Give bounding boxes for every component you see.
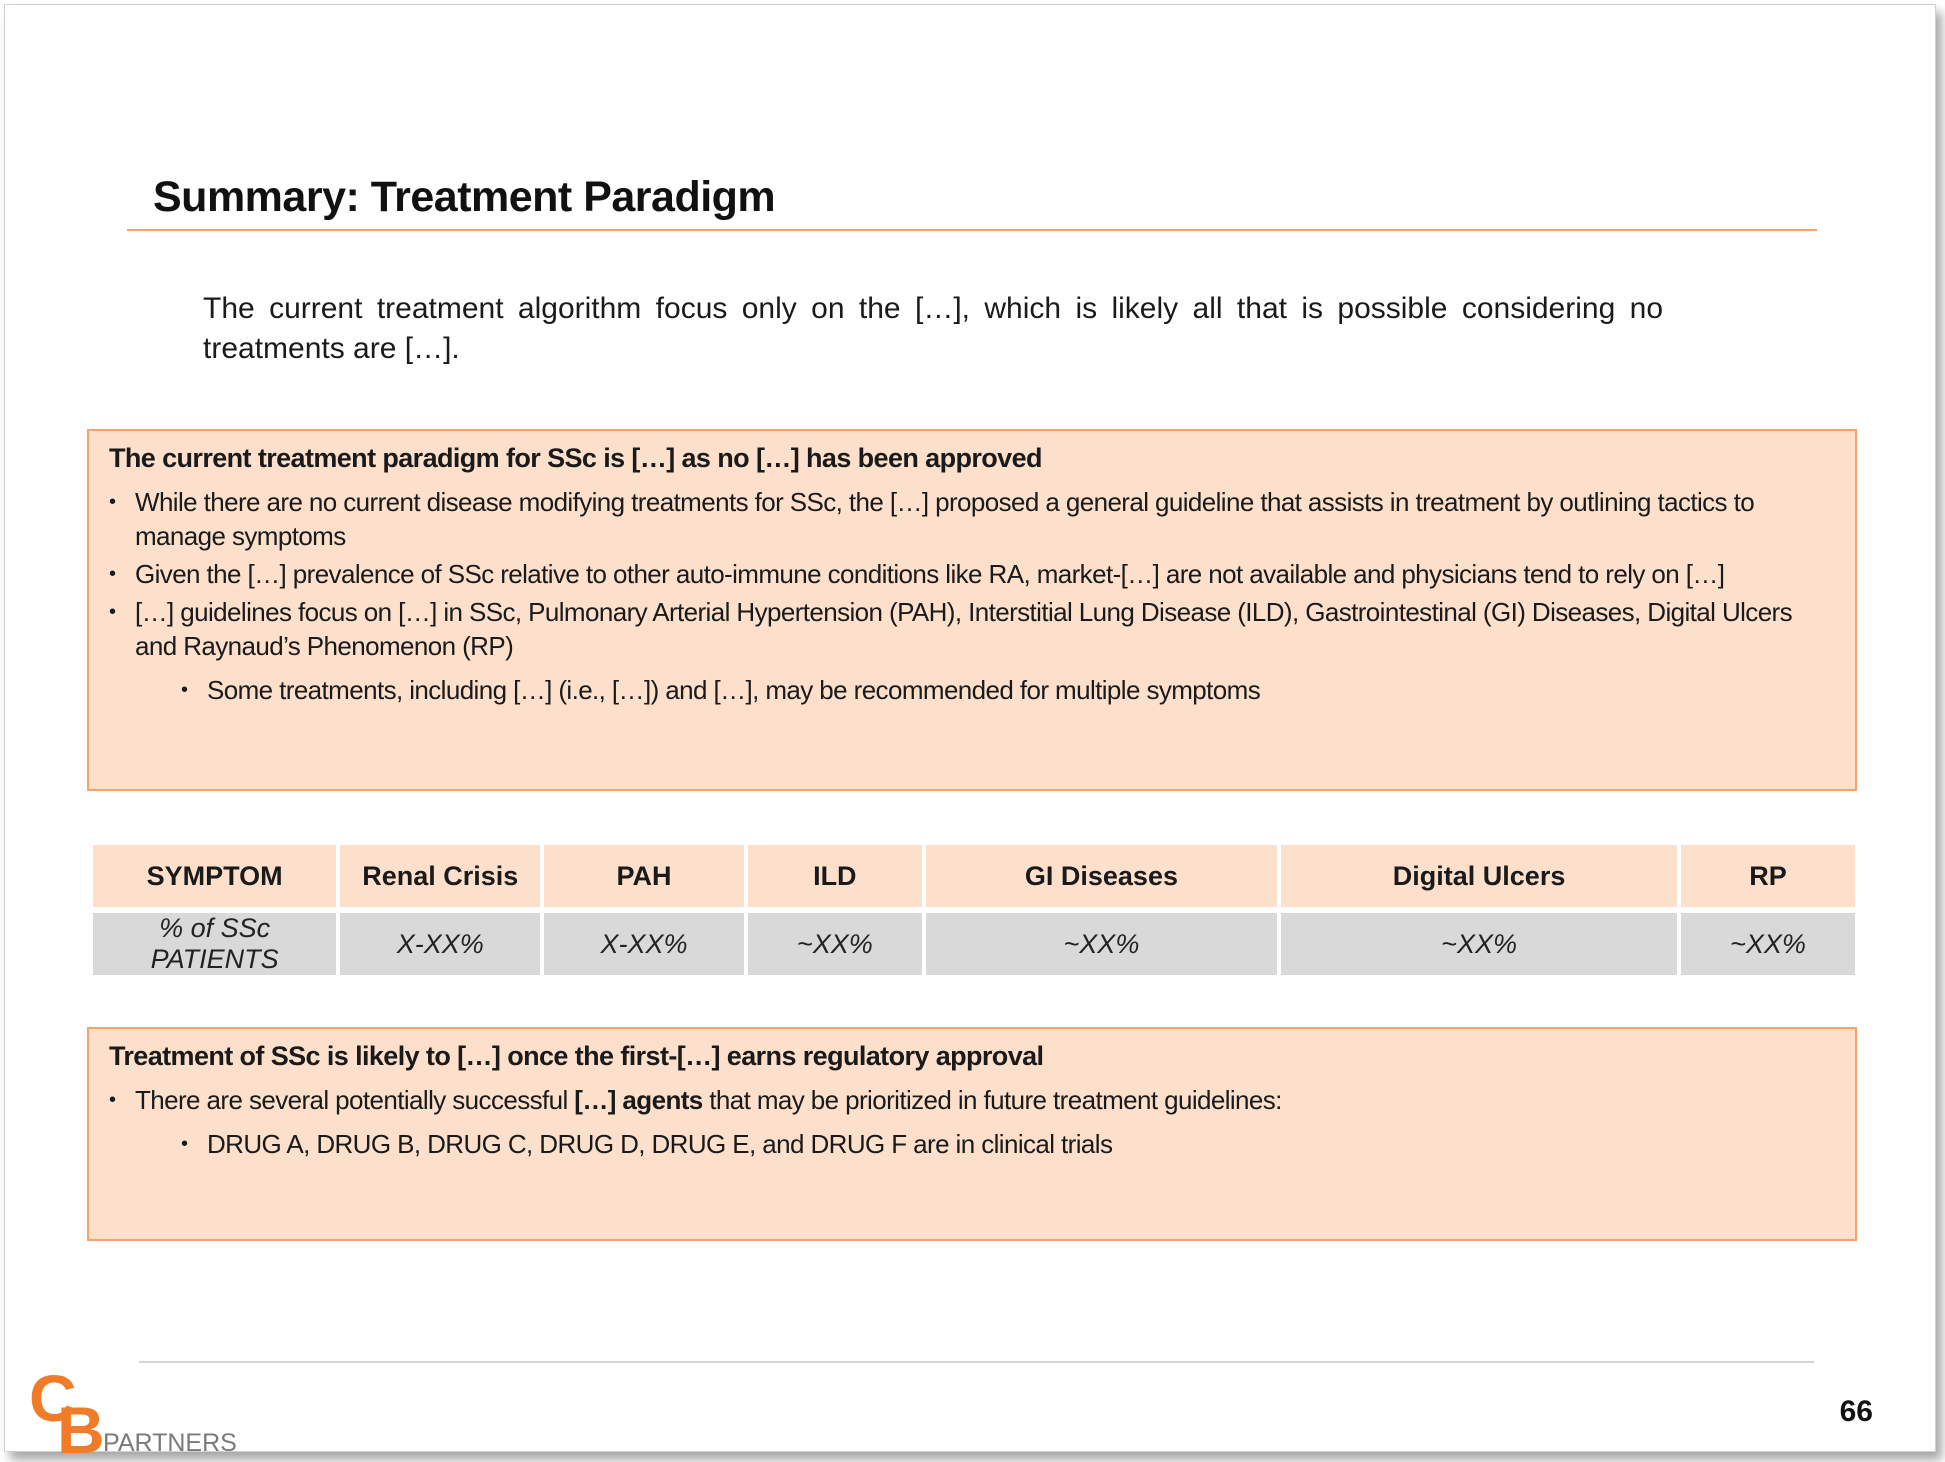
value-cell-rp: ~XX% [1681, 913, 1855, 975]
value-cell-pah: X-XX% [544, 913, 744, 975]
future-bullet [109, 1083, 1835, 1117]
logo-word: PARTNERS [103, 1429, 237, 1457]
future-bullet-text-pre: There are several potentially successful [135, 1085, 575, 1115]
header-cell-digital-ulcers: Digital Ulcers [1281, 845, 1677, 907]
current-paradigm-box [87, 429, 1857, 791]
paradigm-bullet: • While there are no current disease modifying treatments for SSc, the […] proposed a general guideline that assists in treatment by outlining tactics to manage symptoms [109, 485, 1835, 553]
current-paradigm-heading: The current treatment paradigm for SSc is […] as no […] has been approved [109, 443, 1042, 473]
header-cell-symptom: SYMPTOM [93, 845, 336, 907]
value-cell-digital-ulcers: ~XX% [1281, 913, 1677, 975]
value-cell-ild: ~XX% [748, 913, 922, 975]
paradigm-sub-bullet: • Some treatments, including […] (i.e., […]) and […], may be recommended for multiple symptoms [181, 673, 1835, 707]
header-cell-renal-crisis: Renal Crisis [340, 845, 540, 907]
title-divider [127, 229, 1817, 231]
future-sub-bullet: • DRUG A, DRUG B, DRUG C, DRUG D, DRUG E, and DRUG F are in clinical trials [181, 1127, 1835, 1161]
patient-share-row [93, 913, 1855, 975]
future-bullet-text-post: that may be prioritized in future treatment guidelines: [702, 1085, 1282, 1115]
future-bullet-text-bold: […] agents [574, 1085, 703, 1115]
future-treatment-heading: Treatment of SSc is likely to […] once the first-[…] earns regulatory approval [109, 1041, 1044, 1071]
logo-letter-c: C [29, 1361, 77, 1435]
symptom-header-row [93, 845, 1855, 907]
slide-title: Summary: Treatment Paradigm [153, 173, 776, 221]
value-cell-label: % of SSc PATIENTS [93, 913, 336, 975]
cb-partners-logo [29, 1359, 269, 1459]
paradigm-bullet: • […] guidelines focus on […] in SSc, Pulmonary Arterial Hypertension (PAH), Interstitial Lung Disease (ILD), Gastrointestinal (GI) Diseases, Digital Ulcers and Raynaud’s Phenomenon (RP) [109, 595, 1835, 663]
paradigm-bullet: • Given the […] prevalence of SSc relative to other auto-immune conditions like RA, market-[…] are not available and physicians tend to rely on […] [109, 557, 1835, 591]
slide [4, 4, 1936, 1459]
header-cell-rp: RP [1681, 845, 1855, 907]
value-cell-renal-crisis: X-XX% [340, 913, 540, 975]
header-cell-gi-diseases: GI Diseases [926, 845, 1277, 907]
footer-divider [139, 1361, 1814, 1363]
header-cell-pah: PAH [544, 845, 744, 907]
symptom-table [89, 839, 1859, 981]
header-cell-ild: ILD [748, 845, 922, 907]
future-treatment-box [87, 1027, 1857, 1241]
page-number: 66 [1839, 1395, 1873, 1428]
intro-paragraph: The current treatment algorithm focus only on the […], which is likely all that is possible considering no treatments are […]. [203, 292, 1663, 365]
value-cell-gi-diseases: ~XX% [926, 913, 1277, 975]
logo-letter-b: B [57, 1393, 105, 1459]
